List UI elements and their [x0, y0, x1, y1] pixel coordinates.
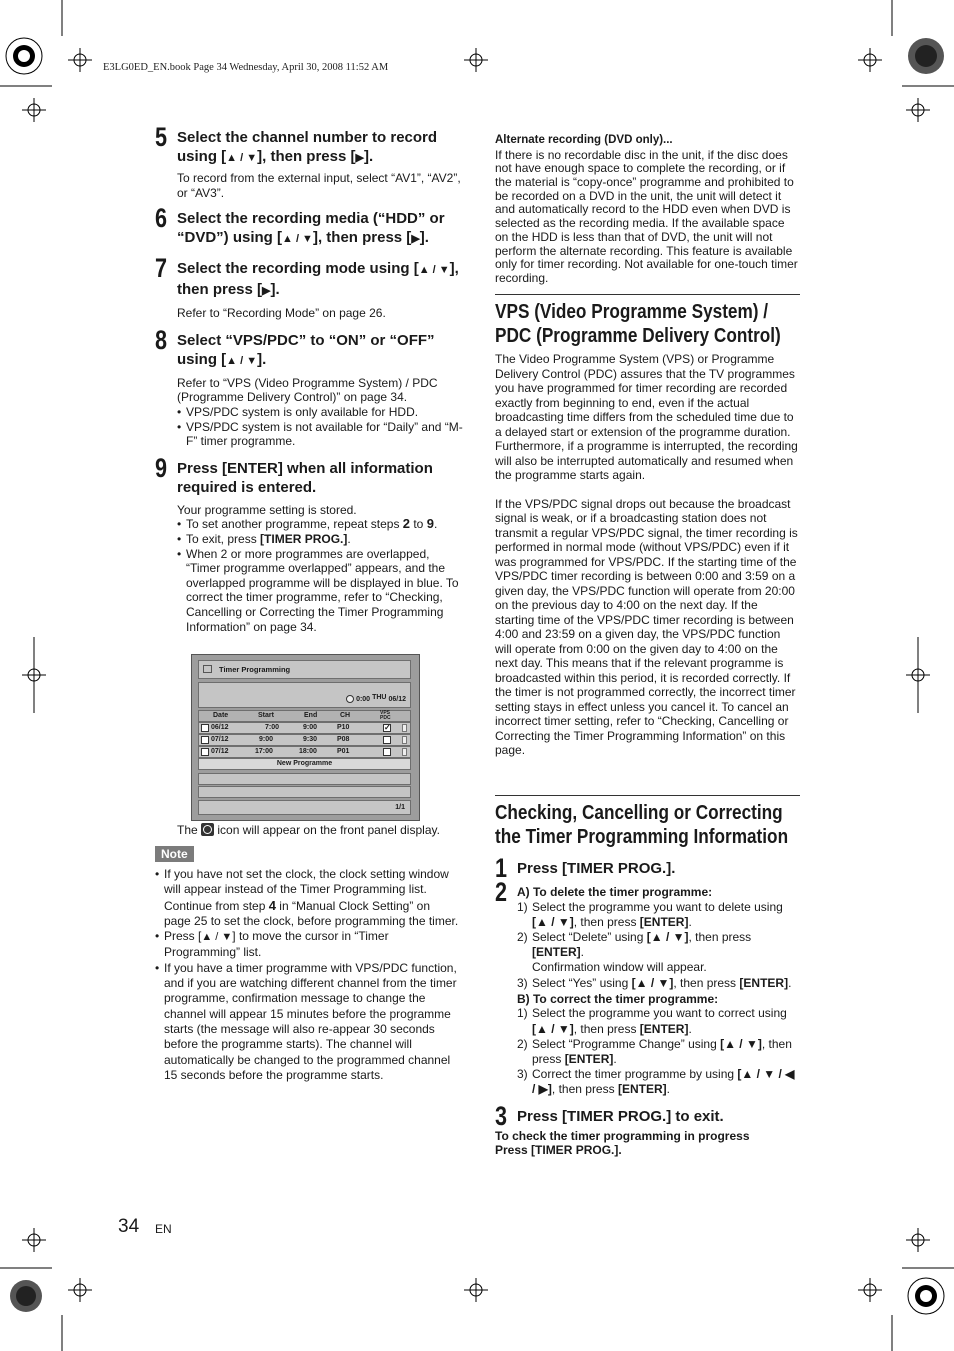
list-item: • When 2 or more programmes are overlapped, “Timer programme overlapped” appears, and the overlapped programme will be displayed in blue. To correct the timer programme, refer to “Checking, Cancelling or Correcting the Timer Programming Information” on page 34.: [177, 547, 465, 635]
list-item: 1) Select the programme you want to delete using [▲ / ▼], then press [ENTER].: [517, 899, 783, 929]
step-title: Press [ENTER] when all information required is entered.: [177, 459, 433, 496]
check-section: [495, 801, 800, 1158]
new-programme-row[interactable]: New Programme: [198, 758, 411, 770]
note-section: [155, 845, 460, 1083]
list-item: 3) Select “Yes” using [▲ / ▼], then press [ENTER].: [517, 975, 792, 990]
correct-heading: B) To correct the timer programme:: [517, 991, 719, 1006]
step-text: Refer to “Recording Mode” on page 26.: [177, 306, 386, 321]
step-number: 5: [155, 122, 168, 152]
calendar-icon: [203, 665, 212, 673]
check-step-1: [495, 853, 800, 883]
left-column: [155, 122, 465, 634]
step-title: Press [TIMER PROG.].: [517, 860, 676, 877]
screen-clock-area: [198, 682, 411, 708]
list-item: • VPS/PDC system is not available for “Daily” and “M-F” timer programme.: [177, 420, 465, 449]
delete-heading: A) To delete the timer programme:: [517, 885, 713, 899]
list-item: • If you have a timer programme with VPS/PDC function, and if you are watching different channel from the timer programme, confirmation message to change the channel will appear 15 minutes before the programme starts (the message will also re-appear 30 seconds before the programme starts). The channel will automatically be changed to the programmed channel 15 seconds before the programme starts.: [155, 961, 460, 1083]
step-number: 7: [155, 253, 168, 284]
vps-checkbox: [383, 748, 391, 756]
clock-day: THU: [372, 693, 387, 701]
screen-caption: The icon will appear on the front panel display.: [177, 823, 440, 837]
registration-mark-top-left: [6, 38, 42, 74]
list-item: • If you have not set the clock, the clock setting window will appear instead of the Timer Programming list. Continue from step 4 in “Manual Clock Setting” on page 25 to set the clock, before programming the timer.: [155, 867, 460, 929]
clock-icon: [346, 695, 354, 703]
empty-row: [198, 786, 411, 798]
list-item: • VPS/PDC system is only available for HDD.: [177, 405, 465, 420]
step-number: 9: [155, 452, 168, 483]
timer-icon: [201, 823, 214, 836]
registration-mark-top-right: [908, 38, 944, 74]
clock-time: 0:00: [356, 695, 371, 703]
list-item: • To set another programme, repeat steps 2 to 9.: [177, 517, 465, 532]
page-indicator: 1/1: [198, 800, 411, 815]
page-language: EN: [155, 1222, 172, 1236]
table-row[interactable]: 07/12 9:00 9:30 P08: [198, 734, 411, 746]
timer-list: [198, 710, 411, 770]
step-text: Refer to “VPS (Video Programme System) / PDC (Programme Delivery Control)” on page 34.: [177, 375, 438, 405]
step-number: 1: [495, 853, 508, 883]
clock-date: 06/12: [388, 695, 406, 703]
list-item: • Press [▲ / ▼] to move the cursor in “Timer Programming” list.: [155, 929, 460, 961]
check-step-3: [495, 1100, 800, 1131]
note-label: Note: [155, 846, 194, 862]
step-9: [155, 452, 465, 634]
step-title: Select “VPS/PDC” to “ON” or “OFF” using [▲ / ▼].: [177, 331, 435, 368]
step-title: Select the channel number to record using [▲ / ▼], then press [▶].: [177, 129, 438, 165]
step-title: Select the recording mode using [▲ / ▼], then press [▶].: [177, 260, 459, 299]
step-7: [155, 253, 465, 321]
list-item: 2) Select “Delete” using [▲ / ▼], then press [ENTER]. Confirmation window will appear.: [517, 930, 752, 975]
registration-mark-bottom-left: [10, 1280, 42, 1312]
list-item: 3) Correct the timer programme by using [▲ / ▼ / ◀ / ▶], then press [ENTER].: [517, 1067, 795, 1097]
step-number: 3: [495, 1100, 508, 1131]
step-number: 2: [495, 877, 508, 907]
divider: [495, 294, 800, 295]
registration-mark-bottom-right: [908, 1278, 944, 1314]
vps-paragraph: The Video Programme System (VPS) or Programme Delivery Control (PDC) assures that the TV programmes you have programmed for timer recording are recorded exactly from beginning to end, even if the actual broadcasting time differs from the scheduled time due to a delayed start or extension of the programme duration. Furthermore, if a programme is interrupted, the recording will also be interrupted automatically and resumed when the programme starts again.: [495, 352, 798, 482]
step-text: To record from the external input, select “AV1”, “AV2”, or “AV3”.: [177, 171, 461, 200]
check-step-2: [495, 877, 800, 1098]
empty-row: [198, 773, 411, 785]
section-title: Checking, Cancelling or Correcting the Timer Programming Information: [495, 802, 789, 848]
right-column: [495, 133, 800, 286]
vps-checkbox: [383, 736, 391, 744]
table-row[interactable]: 07/12 17:00 18:00 P01: [198, 746, 411, 758]
list-item: 1) Select the programme you want to correct using [▲ / ▼], then press [ENTER].: [517, 1006, 787, 1036]
table-header: Date Start End CH VPS PDC: [198, 710, 411, 722]
step-6: [155, 203, 465, 249]
timer-programming-screen: [191, 654, 420, 821]
step-5: [155, 122, 465, 200]
alternate-recording-text: If there is no recordable disc in the unit, if the disc does not have enough space to complete the recording, or if the material is “copy-once” programme and prohibited to be recorded on a DVD in the unit, the unit will detect it and automatically record to the HDD even when DVD is selected as the recording media. If the available space on the HDD is less than that of DVD, the unit will not perform the alternate recording. This feature is available only for timer recording. Not available for one-touch timer recording.: [495, 147, 798, 285]
list-item: • To exit, press [TIMER PROG.].: [177, 532, 465, 547]
vps-checkbox-checked: ✓: [384, 723, 391, 732]
step-number: 6: [155, 203, 168, 234]
section-title: VPS (Video Programme System) / PDC (Programme Delivery Control): [495, 301, 781, 347]
check-progress-instruction: Press [TIMER PROG.].: [495, 1143, 622, 1158]
page-number: 34: [118, 1216, 140, 1237]
step-title: Select the recording media (“HDD” or “DVD”) using [▲ / ▼], then press [▶].: [177, 210, 445, 247]
print-header: E3LG0ED_EN.book Page 34 Wednesday, April 30, 2008 11:52 AM: [103, 62, 389, 73]
vps-section: [495, 300, 800, 758]
list-item: 2) Select “Programme Change” using [▲ / ▼], then press [ENTER].: [517, 1036, 792, 1067]
screen-title: Timer Programming: [219, 665, 291, 674]
alternate-recording-heading: Alternate recording (DVD only)...: [495, 134, 673, 146]
step-8: [155, 324, 465, 449]
step-text: Your programme setting is stored.: [177, 502, 357, 517]
step-number: 8: [155, 324, 168, 355]
divider: [495, 795, 800, 796]
vps-paragraph: If the VPS/PDC signal drops out because the broadcast signal is weak, or if a broadcasting station does not transmit a regular VPS/PDC signal, the timer recording is performed in normal mode (without VPS/PDC) even if it was programmed for VPS/PDC. If the starting time of the VPS/PDC timer recording is between 0:00 and 3:59 on a given day, the VPS/PDC function will operate from 20:00 on the previous day to 4:00 on the next day. If the starting time of the VPS/PDC timer recording is between 4:00 and 23:59 on a given day, the VPS/PDC function will operate from 0:00 on the given day to 4:00 on the next day. This means that if the relevant programme is broadcasted within this period, it is recorded correctly. If the timer is not programmed correctly, the incorrect timer setting stays in effect unless you cancel it. To cancel an incorrect timer setting, refer to “Checking, Cancelling or Correcting the Timer Programming Information” on this page.: [495, 496, 798, 757]
step-title: Press [TIMER PROG.] to exit.: [517, 1107, 724, 1125]
screen-title-bar: [198, 660, 411, 679]
table-row[interactable]: 06/12 7:00 9:00 P10 ✓: [198, 722, 411, 734]
check-progress-heading: To check the timer programming in progress: [495, 1128, 750, 1143]
